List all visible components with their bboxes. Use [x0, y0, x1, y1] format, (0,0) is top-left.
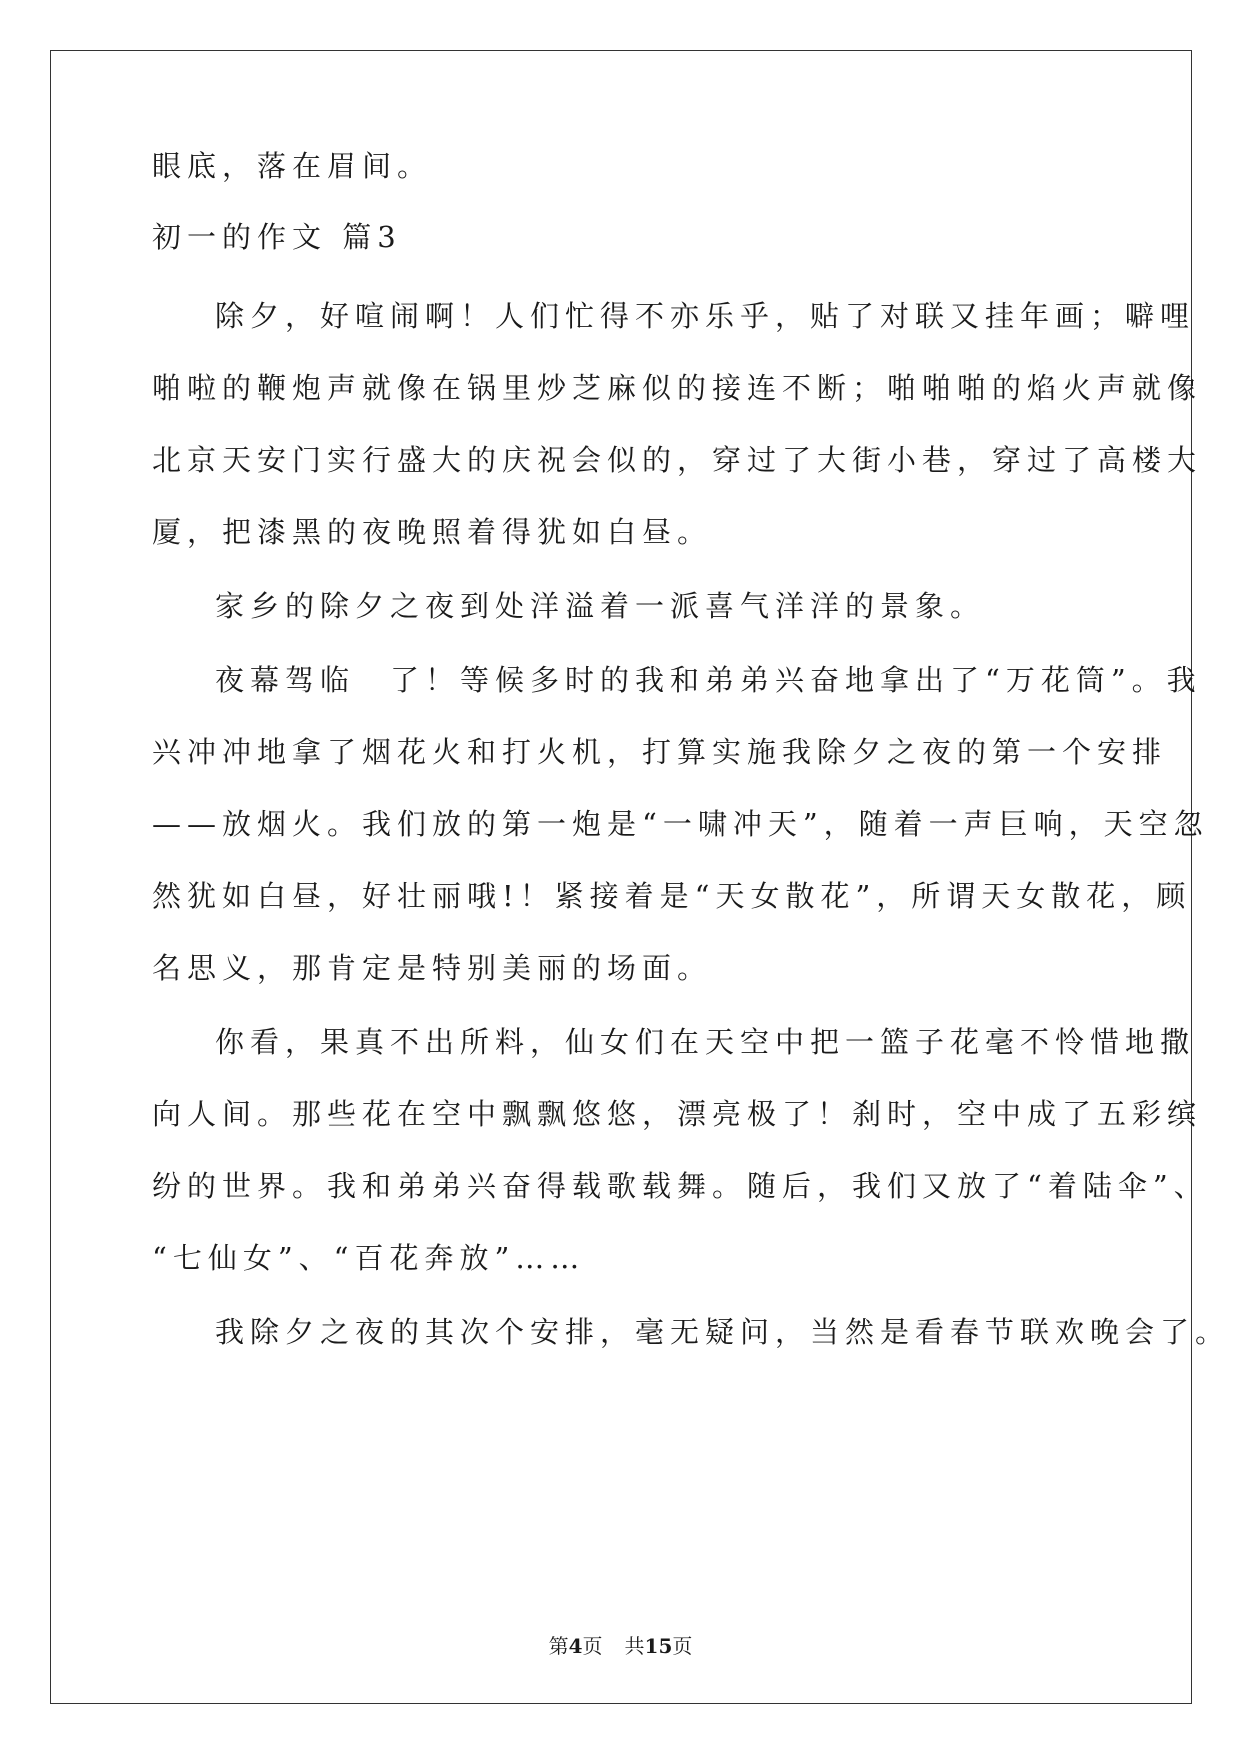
total-page-count: 15 [644, 1634, 673, 1658]
footer-total-prefix: 共 [624, 1634, 645, 1658]
text-line-16: “七仙女”、“百花奔放”…… [152, 1241, 586, 1275]
text-line-7: 家乡的除夕之夜到处洋溢着一派喜气洋洋的景象。 [215, 589, 986, 623]
text-line-1: 眼底，落在眉间。 [152, 149, 433, 183]
text-line-14: 向人间。那些花在空中飘飘悠悠，漂亮极了！刹时，空中成了五彩缤 [152, 1097, 1203, 1131]
current-page-number: 4 [568, 1634, 583, 1658]
footer-prefix: 第 [548, 1634, 569, 1658]
text-line-5: 北京天安门实行盛大的庆祝会似的，穿过了大街小巷，穿过了高楼大 [152, 443, 1203, 477]
text-line-4: 啪啦的鞭炮声就像在锅里炒芝麻似的接连不断；啪啪啪的焰火声就像 [152, 371, 1203, 405]
footer-total-suffix: 页 [672, 1634, 693, 1658]
text-line-17: 我除夕之夜的其次个安排，毫无疑问，当然是看春节联欢晚会了。 [215, 1315, 1231, 1349]
text-line-11: 然犹如白昼，好壮丽哦!！紧接着是“天女散花”，所谓天女散花，顾 [152, 879, 1192, 913]
text-line-13: 你看，果真不出所料，仙女们在天空中把一篮子花毫不怜惜地撒 [215, 1025, 1196, 1059]
text-line-10: ——放烟火。我们放的第一炮是“一啸冲天”，随着一声巨响，天空忽 [152, 807, 1209, 841]
text-line-6: 厦，把漆黑的夜晚照着得犹如白昼。 [152, 515, 713, 549]
page-footer [0, 1630, 1241, 1659]
text-line-9: 兴冲冲地拿了烟花火和打火机，打算实施我除夕之夜的第一个安排 [152, 735, 1168, 769]
text-line-12: 名思义，那肯定是特别美丽的场面。 [152, 951, 713, 985]
section-heading: 初一的作文 篇3 [152, 220, 402, 254]
text-line-3: 除夕，好喧闹啊！人们忙得不亦乐乎，贴了对联又挂年画；噼哩 [215, 299, 1196, 333]
footer-page-suffix: 页 [582, 1634, 603, 1658]
text-line-15: 纷的世界。我和弟弟兴奋得载歌载舞。随后，我们又放了“着陆伞”、 [152, 1169, 1209, 1203]
text-line-8: 夜幕驾临 了！等候多时的我和弟弟兴奋地拿出了“万花筒”。我 [215, 663, 1202, 697]
